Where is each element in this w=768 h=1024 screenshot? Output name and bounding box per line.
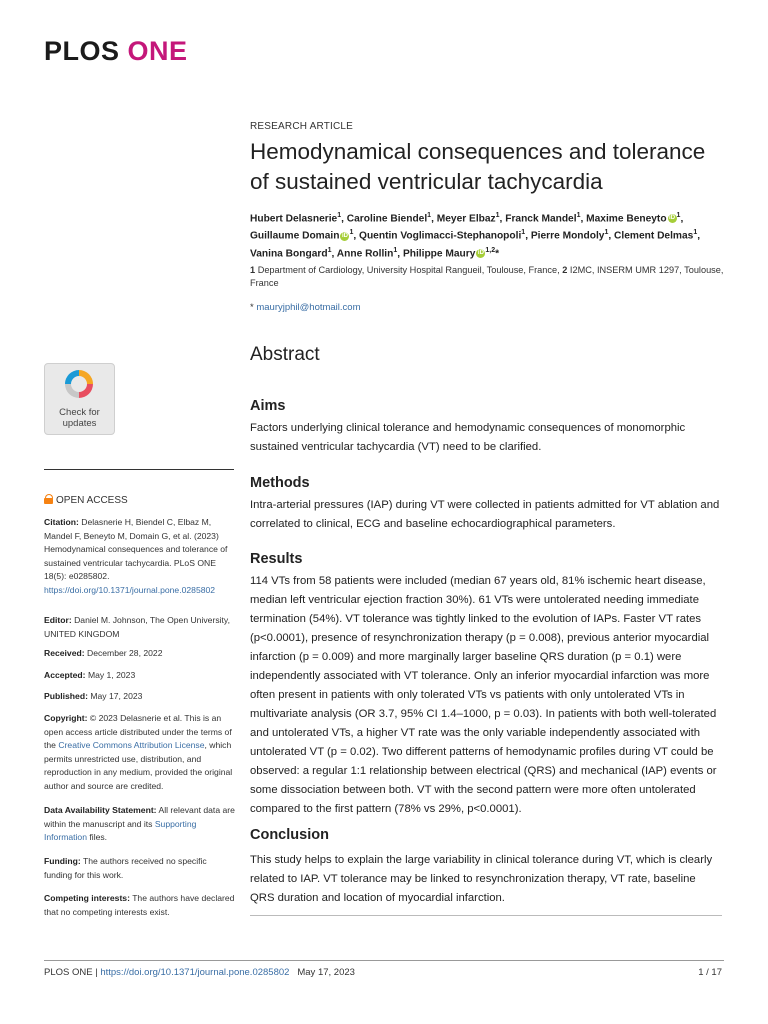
published-date: Published: May 17, 2023 [44,691,143,701]
affiliation-superscript: 1 [676,212,681,219]
page-footer [44,967,355,978]
abstract-heading: Abstract [250,344,320,365]
check-for-updates-button[interactable] [44,363,115,435]
affiliations [250,264,730,290]
logo-one: ONE [127,36,188,66]
affiliation-number: 2 [562,265,568,275]
affiliation-superscript: 1 [604,229,609,237]
asterisk-mark: * [250,302,254,313]
author-name: Guillaume Domain [250,230,340,242]
received-date: Received: December 28, 2022 [44,648,163,658]
aims-heading: Aims [250,398,286,414]
divider [44,469,234,470]
open-access-badge [44,494,128,506]
footer-doi-link[interactable]: https://doi.org/10.1371/journal.pone.0285802 [100,967,290,978]
affiliation-superscript: 1,2 [485,246,496,254]
affiliation-superscript: 1 [349,229,354,237]
article-title: Hemodynamical consequences and tolerance of sustained ventricular tachycardia [250,139,706,194]
author-list: Hubert Delasnerie$^1$, Caroline Biendel$^1$, Meyer Elbaz$^1$, Franck Mandel$^1$, Maxime Beneyto iD $^1$, Guillaume Domain iD $^1$, Quentin Voglimacci-Stephanopoli$^1$, Pierre Mondoly$^1$, Clement Delmas$^1$, Vanina Bongard$^1$, Anne Rollin$^1$, Philippe Maury iD $^{1,2}$* [250,212,701,260]
email-link[interactable]: mauryjphil@hotmail.com [256,302,361,313]
author-name: Pierre Mondoly [530,230,605,242]
affiliation-superscript: 1 [327,246,332,254]
crossmark-icon [65,370,93,398]
affiliation-superscript: 1 [576,212,581,219]
accepted-date: Accepted: May 1, 2023 [44,670,136,680]
author-name: Meyer Elbaz [436,213,496,225]
results-text: 114 VTs from 58 patients were included (median 67 years old, 81% ischemic heart disease, median left ventricular ejection fraction 30%). 61 VTs were untolerated needing immediate termination (54%). VT tolerance was tightly linked to the evolution of IAPs. Faster VT rates (p<0.0001), presence of resynchronization therapy (p = 0.008), previous anterior myocardial infarction (p = 0.009) and more marginally larger baseline QRS duration (p = 0.1) were independently associated with VT tolerance. Only an inferior myocardial infarction was more often present in patients with only tolerated VTs vs patients with only untolerated VTs in multivariate analysis (OR 3.7, 95% CI 1.4–1000, p = 0.03). In patients with both well-tolerated and untolerated VTs, a higher VT rate was the only variable independently associated with untolerated VT (p = 0.02). Two different patterns of hemodynamic profiles during VT could be observed: a regular 1:1 relationship between electrical (QRS) and mechanical (IAP) events or some dissociation between both. VT with the second pattern were more often untolerated compared to the first pattern (78% vs 29%, p<0.0001). [250,575,717,815]
affiliation-superscript: 1 [521,229,526,237]
author-name: Anne Rollin [336,248,394,260]
page-number: 1 / 17 [698,967,722,978]
data-availability-block: Data Availability Statement: All relevant data are within the manuscript and its Supporting Information files. [44,805,235,842]
copyright-block: Copyright: © 2023 Delasnerie et al. This is an open access article distributed under the terms of the Creative Commons Attribution License, which permits unrestricted use, distribution, and reproduction in any medium, provided the original author and source are credited. [44,713,233,791]
affiliation-superscript: 1 [693,229,698,237]
funding-block: Funding: The authors received no specific funding for this work. [44,856,207,880]
footer-journal: PLOS ONE | [44,967,98,978]
conclusion-text: This study helps to explain the large variability in clinical tolerance during VT, which is clearly related to IAP. VT tolerance may be linked to resynchronization therapy, VT rate, baseline QRS duration and location of myocardial infarction. [250,854,713,904]
affiliation-number: 1 [250,265,256,275]
affiliation-superscript: 1 [393,246,398,254]
check-for-updates-label: Check for updates [59,407,100,429]
author-name: Philippe Maury [402,248,476,260]
corresponding-author-mark: * [495,248,500,260]
journal-logo [44,36,188,67]
supporting-information-link[interactable]: Supporting Information [44,818,197,842]
affiliation-superscript: 1 [427,212,432,219]
methods-text: Intra-arterial pressures (IAP) during VT were collected in patients admitted for VT ablation and correlated to clinical, ECG and baseline echocardiographical parameters. [250,499,720,530]
divider [250,915,722,916]
license-link[interactable]: Creative Commons Attribution License [58,740,205,750]
corresponding-email [250,302,361,313]
affiliation-superscript: 1 [495,212,500,219]
affiliation-superscript: 1 [337,212,342,219]
methods-heading: Methods [250,475,310,491]
author-name: Franck Mandel [505,213,577,225]
author-name: Vanina Bongard [250,248,328,260]
open-lock-icon [44,494,53,504]
orcid-icon[interactable]: iD [669,215,676,222]
author-name: Quentin Voglimacci-Stephanopoli [359,230,522,242]
author-name: Maxime Beneyto [586,213,667,225]
affiliation-text: I2MC, INSERM UMR 1297, Toulouse, France [250,265,724,288]
article-type: RESEARCH ARTICLE [250,121,354,132]
footer-date: May 17, 2023 [297,967,355,978]
orcid-icon[interactable]: iD [341,232,348,239]
competing-interests-block: Competing interests: The authors have declared that no competing interests exist. [44,893,235,917]
citation-block: Citation: Delasnerie H, Biendel C, Elbaz M, Mandel F, Beneyto M, Domain G, et al. (2023) Hemodynamical consequences and tolerance of sustained ventricular tachycardia. PLoS ONE 18(5): e0285802. https://doi.org/10.1371/journal.pone.0285802 [44,517,228,595]
author-name: Caroline Biendel [346,213,428,225]
aims-text: Factors underlying clinical tolerance and hemodynamic consequences of monomorphic sustained ventricular tachycardia (VT) need to be clarified. [250,422,686,453]
conclusion-heading: Conclusion [250,827,329,843]
logo-plos: PLOS [44,36,120,66]
citation-doi-link[interactable]: https://doi.org/10.1371/journal.pone.0285802 [44,584,216,595]
editor-block: Editor: Daniel M. Johnson, The Open University, UNITED KINGDOM [44,615,230,639]
author-name: Clement Delmas [614,230,694,242]
footer-divider [44,960,724,961]
results-heading: Results [250,551,303,567]
orcid-icon[interactable]: iD [477,249,484,256]
author-name: Hubert Delasnerie [250,213,338,225]
affiliation-text: Department of Cardiology, University Hospital Rangueil, Toulouse, France, [257,265,560,275]
open-access-label: OPEN ACCESS [56,495,128,506]
